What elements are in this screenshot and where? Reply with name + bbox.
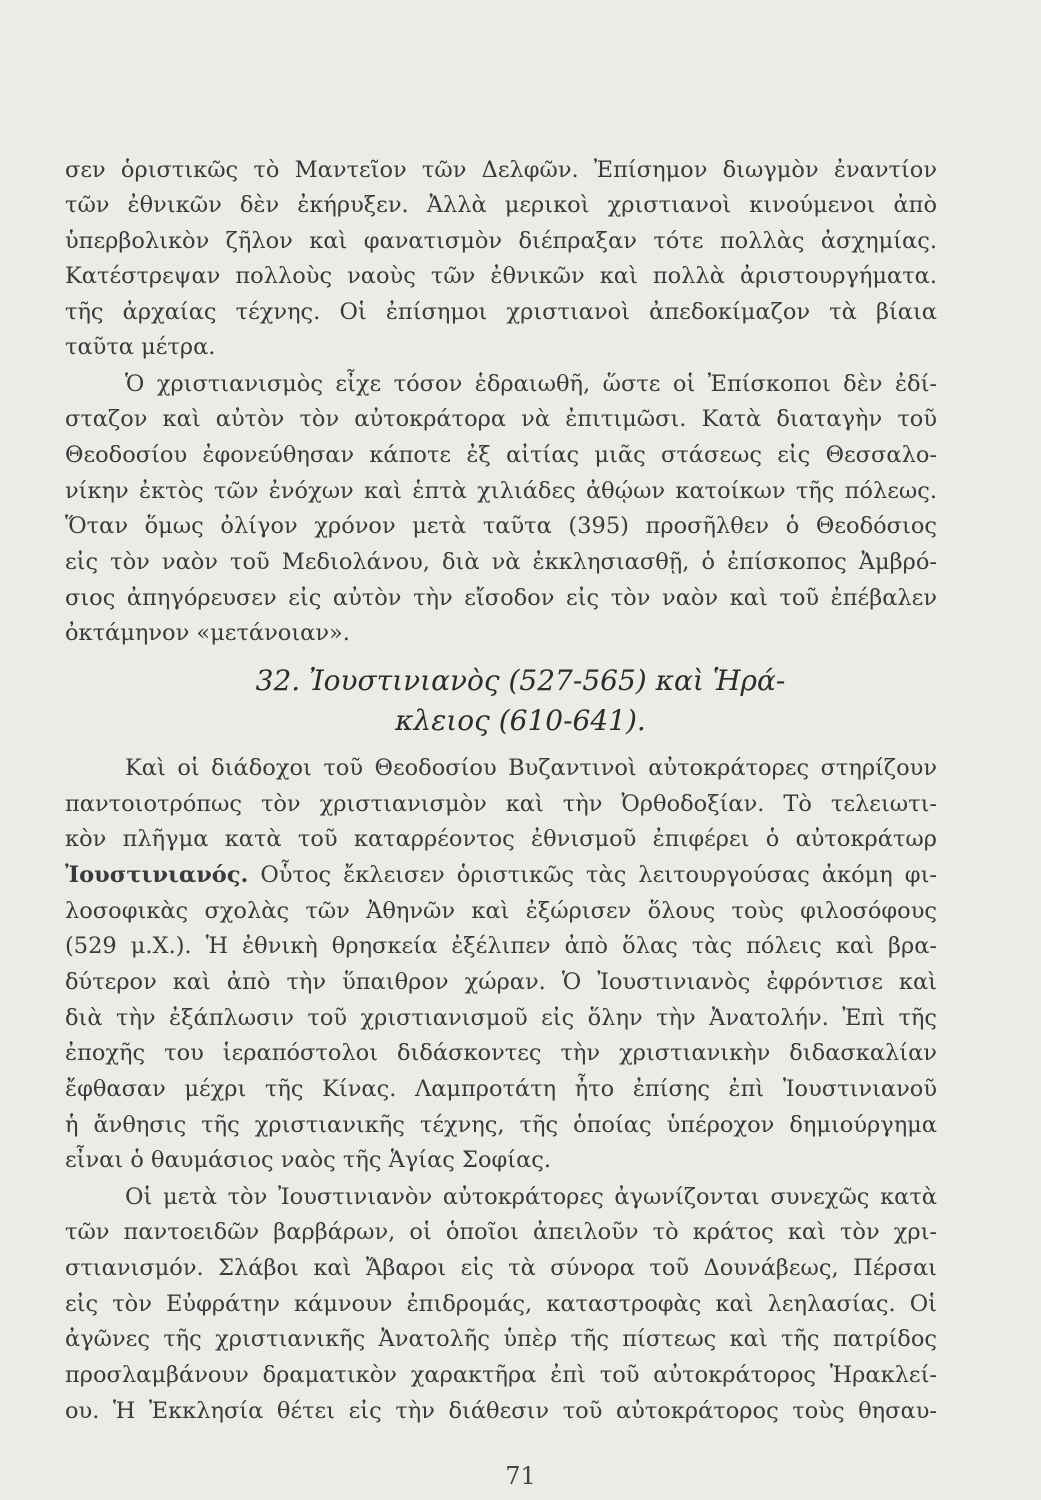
text-line: τῶν παντοειδῶν βαρβάρων, οἱ ὁποῖοι ἀπειλοῦν τὸ κράτος καὶ τὸν χρι- [65,1219,937,1245]
text-line: Καὶ οἱ διάδοχοι τοῦ Θεοδοσίου Βυζαντινοὶ αὐτοκράτορες στηρίζουν [125,755,937,781]
text-line: σιος ἀπηγόρευσεν εἰς αὐτὸν τὴν εἴσοδον εἰς τὸν ναὸν καὶ τοῦ ἐπέβαλεν [65,585,937,611]
text-line: σεν ὁριστικῶς τὸ Μαντεῖον τῶν Δελφῶν. Ἐπίσημον διωγμὸν ἐναντίον [65,157,937,183]
text-line: ἀγῶνες τῆς χριστιανικῆς Ἀνατολῆς ὑπὲρ τῆς πίστεως καὶ τῆς πατρίδος [65,1326,937,1352]
text-line: ταῦτα μέτρα. [65,334,216,360]
text-span: Οὗτος ἔκλεισεν ὁριστικῶς τὰς λειτουργούσας ἀκόμη φι- [248,862,937,888]
text-line: κὸν πλῆγμα κατὰ τοῦ καταρρέοντος ἐθνισμοῦ ἐπιφέρει ὁ αὐτοκράτωρ [65,826,937,852]
text-line: προσλαμβάνουν δραματικὸν χαρακτῆρα ἐπὶ τοῦ αὐτοκράτορος Ἡρακλεί- [65,1362,937,1388]
text-line [65,859,937,892]
text-line: δύτερον καὶ ἀπὸ τὴν ὕπαιθρον χώραν. Ὁ Ἰουστινιανὸς ἐφρόντισε καὶ [65,969,937,995]
text-line: ου. Ἡ Ἐκκλησία θέτει εἰς τὴν διάθεσιν τοῦ αὐτοκράτορος τοὺς θησαυ- [65,1398,937,1424]
emphasized-name: Ἰουστινιανός. [65,862,249,888]
text-line: Οἱ μετὰ τὸν Ἰουστινιανὸν αὐτοκράτορες ἀγωνίζονται συνεχῶς κατὰ [125,1184,937,1210]
section-heading: 32. Ἰουστινιανὸς (527-565) καὶ Ἡρά- [255,664,786,697]
text-line: παντοιοτρόπως τὸν χριστιανισμὸν καὶ τὴν Ὀρθοδοξίαν. Τὸ τελειωτι- [65,791,937,817]
text-line: διὰ τὴν ἐξάπλωσιν τοῦ χριστιανισμοῦ εἰς ὅλην τὴν Ἀνατολήν. Ἐπὶ τῆς [65,1005,937,1031]
text-line: εἰς τὸν Εὐφράτην κάμνουν ἐπιδρομάς, καταστροφὰς καὶ λεηλασίας. Οἱ [65,1291,937,1317]
text-line: νίκην ἐκτὸς τῶν ἐνόχων καὶ ἑπτὰ χιλιάδες ἀθῴων κατοίκων τῆς πόλεως. [65,478,937,504]
text-line: ὑπερβολικὸν ζῆλον καὶ φανατισμὸν διέπραξαν τότε πολλὰς ἀσχημίας. [65,228,937,254]
text-line: σταζον καὶ αὐτὸν τὸν αὐτοκράτορα νὰ ἐπιτιμῶσι. Κατὰ διαταγὴν τοῦ [65,406,937,432]
text-line: ἡ ἄνθησις τῆς χριστιανικῆς τέχνης, τῆς ὁποίας ὑπέροχον δημιούργημα [65,1112,937,1138]
text-line: ἐποχῆς του ἱεραπόστολοι διδάσκοντες τὴν χριστιανικὴν διδασκαλίαν [65,1040,937,1066]
text-line: Ὁ χριστιανισμὸς εἶχε τόσον ἑδραιωθῆ, ὥστε οἱ Ἐπίσκοποι δὲν ἐδί- [125,371,937,397]
section-heading: κλειος (610-641). [395,704,646,737]
text-line: (529 μ.Χ.). Ἡ ἐθνικὴ θρησκεία ἐξέλιπεν ἀπὸ ὅλας τὰς πόλεις καὶ βρα- [65,933,937,959]
text-line: Θεοδοσίου ἐφονεύθησαν κάποτε ἐξ αἰτίας μιᾶς στάσεως εἰς Θεσσαλο- [65,442,937,468]
text-line: στιανισμόν. Σλάβοι καὶ Ἄβαροι εἰς τὰ σύνορα τοῦ Δουνάβεως, Πέρσαι [65,1255,937,1281]
page-number: 71 [505,1462,536,1490]
text-line: εἶναι ὁ θαυμάσιος ναὸς τῆς Ἁγίας Σοφίας. [65,1147,552,1173]
text-line: ὀκτάμηνον «μετάνοιαν». [65,620,350,646]
text-line: εἰς τὸν ναὸν τοῦ Μεδιολάνου, διὰ νὰ ἐκκλησιασθῇ, ὁ ἐπίσκοπος Ἀμβρό- [65,549,937,575]
text-line: λοσοφικὰς σχολὰς τῶν Ἀθηνῶν καὶ ἐξώρισεν ὅλους τοὺς φιλοσόφους [65,898,937,924]
text-line: τῆς ἀρχαίας τέχνης. Οἱ ἐπίσημοι χριστιανοὶ ἀπεδοκίμαζον τὰ βίαια [65,299,937,325]
text-line: Ὅταν ὅμως ὀλίγον χρόνον μετὰ ταῦτα (395) προσῆλθεν ὁ Θεοδόσιος [65,513,937,539]
text-line: Κατέστρεψαν πολλοὺς ναοὺς τῶν ἐθνικῶν καὶ πολλὰ ἀριστουργήματα. [65,263,937,289]
text-line: ἔφθασαν μέχρι τῆς Κίνας. Λαμπροτάτη ἦτο ἐπίσης ἐπὶ Ἰουστινιανοῦ [65,1076,937,1102]
text-line: τῶν ἐθνικῶν δὲν ἐκήρυξεν. Ἀλλὰ μερικοὶ χριστιανοὶ κινούμενοι ἀπὸ [65,192,937,218]
